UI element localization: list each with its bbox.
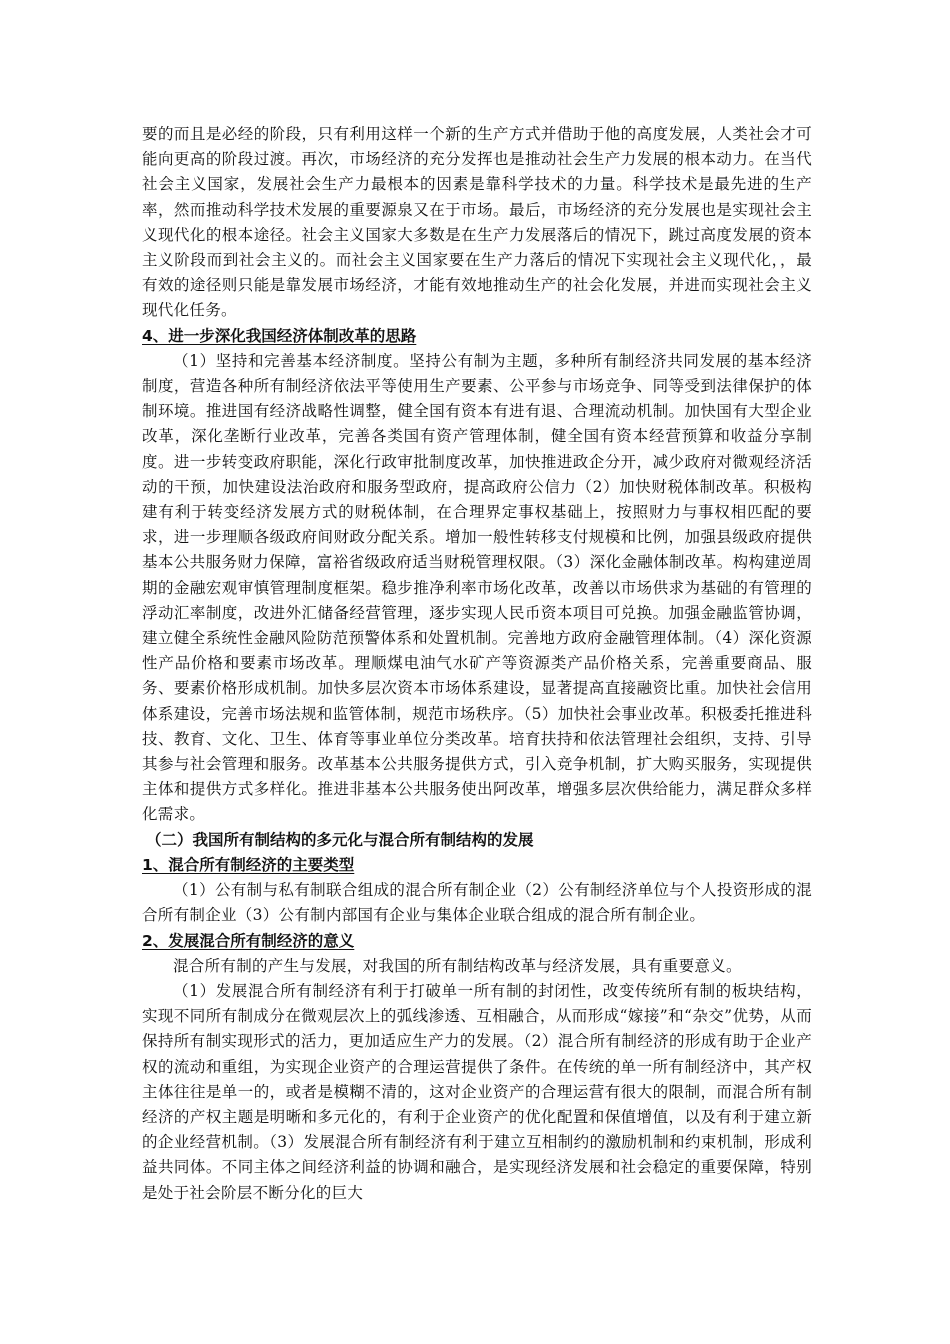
heading-mixed-ownership-meaning: 2、发展混合所有制经济的意义	[142, 931, 355, 950]
heading-reform-ideas: 4、进一步深化我国经济体制改革的思路	[142, 326, 417, 345]
paragraph-meaning-intro: 混合所有制的产生与发展，对我国的所有制结构改革与经济发展，具有重要意义。	[173, 956, 742, 975]
heading-mixed-ownership-types: 1、混合所有制经济的主要类型	[142, 855, 355, 874]
paragraph-market-economy: 要的而且是必经的阶段，只有利用这样一个新的生产方式并借助于他的高度发展，人类社会才可能向更高的阶段过渡。再次，市场经济的充分发挥也是推动社会生产力发展的根本动力。在当代社会主义国家，发展社会生产力最根本的因素是靠科学技术的力量。科学技术是最先进的生产率，然而推动科学技术发展的重要源泉又在于市场。最后，市场经济的充分发展也是实现社会主义现代化的根本途径。社会主义国家大多数是在生产力发展落后的情况下，跳过高度发展的资本主义阶段而到社会主义的。而社会主义国家要在生产力落后的情况下实现社会主义现代化，，最有效的途径则只能是靠发展市场经济，才能有效地推动生产的社会化发展，并进而实现社会主义现代化任务。	[142, 125, 812, 320]
paragraph-reform-measures: （1）坚持和完善基本经济制度。坚持公有制为主题，多种所有制经济共同发展的基本经济制度，营造各种所有制经济依法平等使用生产要素、公平参与市场竞争、同等受到法律保护的体制环境。推进国有经济战略性调整，健全国有资本有进有退、合理流动机制。加快国有大型企业改革，深化垄断行业改革，完善各类国有资产管理体制，健全国有资本经营预算和收益分享制度。进一步转变政府职能，深化行政审批制度改革，加快推进政企分开，减少政府对微观经济活动的干预，加快建设法治政府和服务型政府，提高政府公信力（2）加快财税体制改革。积极构建有利于转变经济发展方式的财税体制，在合理界定事权基础上，按照财力与事权相匹配的要求，进一步理顺各级政府间财政分配关系。增加一般性转移支付规模和比例，加强县级政府提供基本公共服务财力保障，富裕省级政府适当财税管理权限。（3）深化金融体制改革。构构建逆周期的金融宏观审慎管理制度框架。稳步推净利率市场化改革，改善以市场供求为基础的有管理的浮动汇率制度，改进外汇储备经营管理，逐步实现人民币资本项目可兑换。加强金融监管协调，建立健全系统性金融风险防范预警体系和处置机制。完善地方政府金融管理体制。（4）深化资源性产品价格和要素市场改革。理顺煤电油气水矿产等资源类产品价格关系，完善重要商品、服务、要素价格形成机制。加快多层次资本市场体系建设，显著提高直接融资比重。加快社会信用体系建设，完善市场法规和监管体制，规范市场秩序。（5）加快社会事业改革。积极委托推进科技、教育、文化、卫生、体育等事业单位分类改革。培育扶持和依法管理社会组织，支持、引导其参与社会管理和服务。改革基本公共服务提供方式，引入竞争机制，扩大购买服务，实现提供主体和提供方式多样化。推进非基本公共服务使出阿改革，增强多层次供给能力，满足群众多样化需求。	[142, 351, 812, 824]
paragraph-mixed-ownership-types: （1）公有制与私有制联合组成的混合所有制企业（2）公有制经济单位与个人投资形成的混合所有制企业（3）公有制内部国有企业与集体企业联合组成的混合所有制企业。	[142, 881, 812, 925]
paragraph-meaning-details: （1）发展混合所有制经济有利于打破单一所有制的封闭性，改变传统所有制的板块结构，实现不同所有制成分在微观层次上的弧线渗透、互相融合，从而形成“嫁接”和“杂交”优势，从而保持所有制实现形式的活力，更加适应生产力的发展。（2）混合所有制经济的形成有助于企业产权的流动和重组，为实现企业资产的合理运营提供了条件。在传统的单一所有制经济中，其产权主体往往是单一的，或者是模糊不清的，这对企业资产的合理运营有很大的限制，而混合所有制经济的产权主题是明晰和多元化的，有利于企业资产的优化配置和保值增值，以及有利于建立新的企业经营机制。（3）发展混合所有制经济有利于建立互相制约的激励机制和约束机制，形成利益共同体。不同主体之间经济利益的协调和融合，是实现经济发展和社会稳定的重要保障，特别是处于社会阶层不断分化的巨大	[142, 981, 812, 1202]
document-page	[142, 122, 812, 1206]
heading-section-ownership: （二）我国所有制结构的多元化与混合所有制结构的发展	[146, 830, 534, 849]
